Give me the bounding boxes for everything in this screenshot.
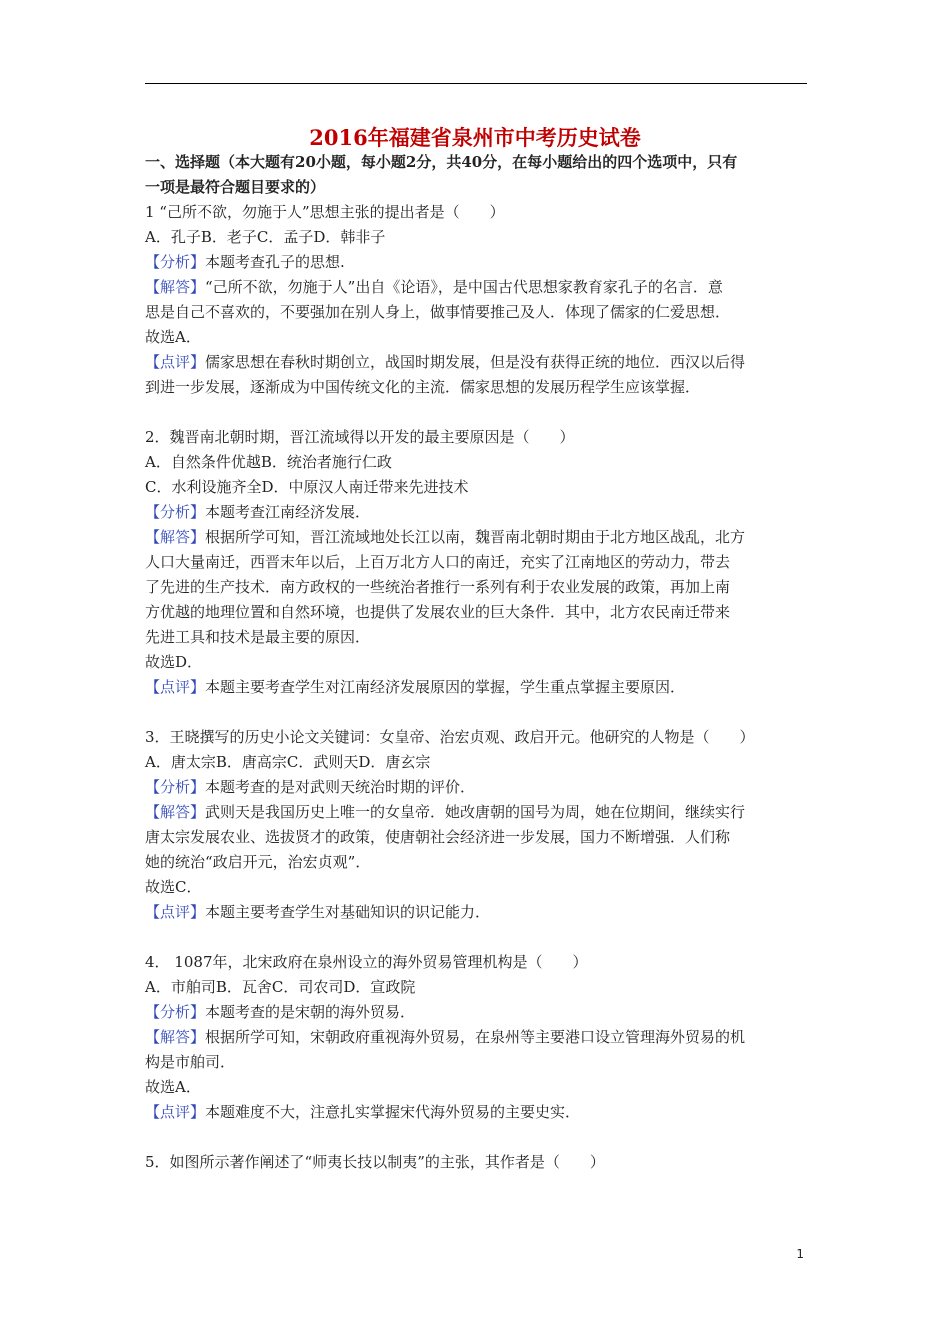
comment-tag: 【点评】: [145, 903, 206, 921]
answer-tag: 【解答】: [145, 528, 206, 546]
question-3-answer: 【解答】武则天是我国历史上唯一的女皇帝．她改唐朝的国号为周，她在位期间，继续实行: [145, 803, 746, 821]
analysis-tag: 【分析】: [145, 253, 206, 271]
question-2-choice: 故选D．: [145, 653, 203, 671]
question-3-options: A．唐太宗B．唐高宗C．武则天D．唐玄宗: [145, 753, 431, 771]
question-1-choice: 故选A．: [145, 328, 201, 346]
question-1-answer: 【解答】“己所不欲，勿施于人”出自《论语》，是中国古代思想家教育家孔子的名言．意: [145, 278, 723, 296]
answer-tag: 【解答】: [145, 278, 206, 296]
question-1-stem: 1 “己所不欲，勿施于人”思想主张的提出者是（ ）: [145, 203, 505, 221]
question-4-answer: 【解答】根据所学可知，宋朝政府重视海外贸易，在泉州等主要港口设立管理海外贸易的机: [145, 1028, 746, 1046]
comment-tag: 【点评】: [145, 678, 206, 696]
analysis-tag: 【分析】: [145, 503, 206, 521]
question-4-answer-cont: 构是市舶司．: [145, 1053, 236, 1071]
question-3-answer-cont: 她的统治“政启开元，治宏贞观”．: [145, 853, 371, 871]
question-4-choice: 故选A．: [145, 1078, 201, 1096]
question-2-options: A．自然条件优越B．统治者施行仁政: [145, 453, 392, 471]
question-1-comment: 【点评】儒家思想在春秋时期创立，战国时期发展，但是没有获得正统的地位．西汉以后得: [145, 353, 746, 371]
comment-tag: 【点评】: [145, 1103, 206, 1121]
question-4-options: A．市舶司B．瓦舍C．司农司D．宣政院: [145, 978, 416, 996]
question-1-options: A．孔子B．老子C．孟子D．韩非子: [145, 228, 386, 246]
question-3-choice: 故选C．: [145, 878, 202, 896]
section-heading: 一、选择题（本大题有20小题，每小题2分，共40分，在每小题给出的四个选项中，只有: [145, 153, 738, 171]
comment-tag: 【点评】: [145, 353, 206, 371]
question-2-answer-cont: 方优越的地理位置和自然环境，也提供了发展农业的巨大条件．其中，北方农民南迁带来: [145, 603, 731, 621]
question-2-analysis: 【分析】本题考查江南经济发展．: [145, 503, 371, 521]
question-4-analysis: 【分析】本题考查的是宋朝的海外贸易．: [145, 1003, 416, 1021]
question-4-stem: 4． 1087年，北宋政府在泉州设立的海外贸易管理机构是（ ）: [145, 953, 588, 971]
question-2-answer-cont: 人口大量南迁，西晋末年以后，上百万北方人口的南迁，充实了江南地区的劳动力，带去: [145, 553, 731, 571]
analysis-tag: 【分析】: [145, 778, 206, 796]
question-5-stem: 5．如图所示著作阐述了“师夷长技以制夷”的主张，其作者是（ ）: [145, 1153, 605, 1171]
analysis-tag: 【分析】: [145, 1003, 206, 1021]
document-body: [145, 150, 807, 1175]
header-rule: [145, 83, 807, 84]
question-3-stem: 3．王晓撰写的历史小论文关键词：女皇帝、治宏贞观、政启开元。他研究的人物是（ ）: [145, 728, 755, 746]
answer-tag: 【解答】: [145, 1028, 206, 1046]
question-3-comment: 【点评】本题主要考查学生对基础知识的识记能力．: [145, 903, 491, 921]
section-heading-cont: 一项是最符合题目要求的）: [145, 178, 326, 196]
page-number: 1: [796, 1247, 804, 1261]
question-2-options-cont: C．水利设施齐全D．中原汉人南迁带来先进技术: [145, 478, 469, 496]
question-4-comment: 【点评】本题难度不大，注意扎实掌握宋代海外贸易的主要史实．: [145, 1103, 581, 1121]
question-3-answer-cont: 唐太宗发展农业、选拔贤才的政策，使唐朝社会经济进一步发展，国力不断增强．人们称: [145, 828, 731, 846]
question-2-answer: 【解答】根据所学可知，晋江流域地处长江以南，魏晋南北朝时期由于北方地区战乱，北方: [145, 528, 746, 546]
question-1-answer-cont: 思是自己不喜欢的，不要强加在别人身上，做事情要推己及人．体现了儒家的仁爱思想．: [145, 303, 731, 321]
question-1-comment-cont: 到进一步发展，逐渐成为中国传统文化的主流．儒家思想的发展历程学生应该掌握．: [145, 378, 701, 396]
question-1-analysis: 【分析】本题考查孔子的思想.: [145, 253, 345, 271]
question-3-analysis: 【分析】本题考查的是对武则天统治时期的评价．: [145, 778, 476, 796]
answer-tag: 【解答】: [145, 803, 206, 821]
question-2-comment: 【点评】本题主要考查学生对江南经济发展原因的掌握，学生重点掌握主要原因．: [145, 678, 686, 696]
page-title: 2016年福建省泉州市中考历史试卷: [309, 125, 641, 150]
question-2-stem: 2．魏晋南北朝时期，晋江流域得以开发的最主要原因是（ ）: [145, 428, 575, 446]
question-2-answer-cont: 了先进的生产技术．南方政权的一些统治者推行一系列有利于农业发展的政策，再加上南: [145, 578, 731, 596]
question-2-answer-cont: 先进工具和技术是最主要的原因．: [145, 628, 371, 646]
